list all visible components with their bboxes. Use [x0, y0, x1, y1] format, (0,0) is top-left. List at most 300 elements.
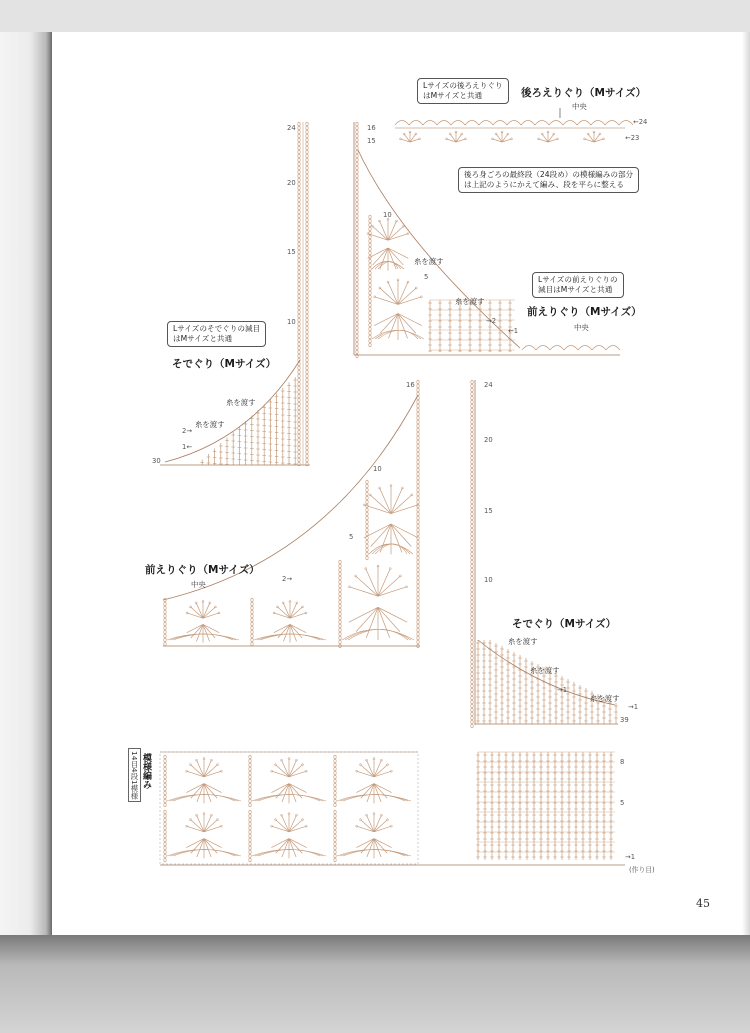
sleeve-top-band-left [298, 154, 300, 158]
sleeve-top-band-left [298, 338, 300, 342]
sleeve-top-band-left [298, 310, 300, 314]
row-number-10-b: 10 [383, 211, 392, 219]
sleeve-bottom-band [471, 428, 473, 432]
front-bottom-block-4 [370, 495, 391, 514]
sleeve-top-band-right [306, 194, 308, 198]
row-number-24-a: 24 [287, 124, 296, 132]
sleeve-bottom-band [471, 504, 473, 508]
front-bottom-band-left [417, 508, 419, 512]
sleeve-top-band-right [306, 218, 308, 222]
side-chain [339, 628, 341, 632]
sleeve-top-band-right [306, 174, 308, 178]
pattern-block [374, 826, 391, 832]
side-chain [369, 283, 371, 287]
back-neck-note [417, 78, 509, 104]
side-chain [164, 858, 166, 862]
side-chain [369, 331, 371, 335]
front-bottom-band-left [417, 404, 419, 408]
sleeve-top-band-right [306, 346, 308, 350]
sleeve-top-band-left [298, 286, 300, 290]
row-number-20-d: 20 [484, 436, 493, 444]
pattern-block [289, 771, 306, 777]
side-chain [334, 818, 336, 822]
pattern-subtitle: 14目4段1模様 [128, 748, 141, 802]
front-top-band-left [356, 170, 358, 174]
sleeve-top-band-left [298, 262, 300, 266]
sleeve-top-band-left [298, 150, 300, 154]
front-bottom-band-left [417, 596, 419, 600]
back-neck-loop-row [521, 121, 535, 126]
front-top-band-left [356, 330, 358, 334]
sleeve-top-band-left [298, 366, 300, 370]
front-bottom-block-2 [290, 624, 302, 638]
front-bottom-block-4 [380, 488, 391, 514]
sleeve-top-band-right [306, 454, 308, 458]
side-chain [251, 618, 253, 622]
sleeve-top-band-right [306, 298, 308, 302]
side-chain [164, 803, 166, 807]
sleeve-top-band-left [298, 446, 300, 450]
sleeve-top-band-right [306, 338, 308, 342]
sleeve-top-band-right [306, 246, 308, 250]
side-chain [334, 803, 336, 807]
sleeve-top-band-right [306, 198, 308, 202]
front-bottom-block-1 [191, 624, 203, 638]
side-chain [164, 626, 166, 630]
side-chain [164, 850, 166, 854]
side-chain [339, 600, 341, 604]
side-chain [334, 842, 336, 846]
front-bottom-block-4 [391, 505, 418, 514]
sleeve-bottom-band [471, 608, 473, 612]
front-bottom-band-left [417, 408, 419, 412]
sleeve-top-band-left [298, 450, 300, 454]
front-bottom-band-left [417, 640, 419, 644]
side-chain [369, 299, 371, 303]
front-top-band-left [356, 150, 358, 154]
side-chain [334, 810, 336, 814]
sleeve-top-band-left [298, 322, 300, 326]
front-bottom-band-left [417, 584, 419, 588]
front-bottom-band-left [417, 460, 419, 464]
sleeve-bottom-band [471, 412, 473, 416]
sleeve-top-band-left [298, 374, 300, 378]
front-top-band-left [356, 202, 358, 206]
sleeve-bottom-band [471, 544, 473, 548]
side-chain [251, 630, 253, 634]
side-chain [369, 271, 371, 275]
side-chain [164, 642, 166, 646]
pattern-block [282, 815, 289, 832]
side-chain [339, 568, 341, 572]
side-chain [334, 767, 336, 771]
sleeve-top-band-left [298, 274, 300, 278]
front-top-band-left [356, 270, 358, 274]
side-chain [339, 620, 341, 624]
sleeve-top-band-right [306, 402, 308, 406]
row-arrow-2-sleeve-bottom-num: 1 [562, 686, 568, 694]
sleeve-top-band-right [306, 422, 308, 426]
front-bottom-band-left [417, 432, 419, 436]
side-chain [369, 315, 371, 319]
side-chain [249, 834, 251, 838]
sleeve-bottom-band [471, 488, 473, 492]
back-neck-loop-row [591, 121, 605, 126]
front-bottom-block-1 [196, 603, 203, 618]
side-chain [164, 775, 166, 779]
front-bottom-band-left [417, 436, 419, 440]
sleeve-bottom-band [471, 424, 473, 428]
side-chain [369, 275, 371, 279]
front-top-loop-row [522, 346, 536, 351]
front-top-block-2 [398, 288, 416, 304]
back-neck-loop-row [605, 121, 619, 126]
pattern-block [204, 771, 221, 777]
side-chain [334, 771, 336, 775]
sleeve-bottom-band [471, 484, 473, 488]
side-chain [164, 814, 166, 818]
side-chain [251, 642, 253, 646]
sleeve-top-band-left [298, 214, 300, 218]
side-chain [334, 858, 336, 862]
sleeve-top-band-right [306, 362, 308, 366]
sleeve-bottom-band [471, 472, 473, 476]
pattern-block [374, 815, 381, 832]
side-chain [164, 810, 166, 814]
sleeve-bottom-band [471, 596, 473, 600]
row-number-10-c: 10 [373, 465, 382, 473]
front-bottom-band-left [417, 636, 419, 640]
front-neck-top-cut-yarn-1: 糸を渡す [414, 257, 444, 266]
side-chain [249, 854, 251, 858]
back-neck-row-24: ←24 [633, 118, 648, 126]
sleeve-bottom-band [471, 536, 473, 540]
pattern-block [374, 771, 391, 777]
side-chain [369, 327, 371, 331]
sleeve-bottom-band [471, 696, 473, 700]
side-chain [164, 763, 166, 767]
side-chain [366, 536, 368, 540]
front-bottom-block-3 [349, 587, 378, 596]
sleeve-bottom-band [471, 624, 473, 628]
front-top-band-left [356, 214, 358, 218]
sleeve-top-band-right [306, 390, 308, 394]
side-chain [334, 795, 336, 799]
side-chain [339, 564, 341, 568]
sleeve-bottom-band [471, 532, 473, 536]
sleeve-top-band-right [306, 226, 308, 230]
side-chain [339, 584, 341, 588]
side-chain [366, 484, 368, 488]
side-chain [251, 602, 253, 606]
front-top-band-left [356, 334, 358, 338]
side-chain [164, 842, 166, 846]
pattern-block [289, 826, 306, 832]
front-top-block-1 [388, 234, 408, 240]
sleeve-bottom-band [471, 448, 473, 452]
side-chain [366, 540, 368, 544]
sleeve-top-band-right [306, 274, 308, 278]
side-chain [369, 259, 371, 263]
front-top-band-left [356, 242, 358, 246]
side-chain [334, 799, 336, 803]
side-chain [251, 634, 253, 638]
side-chain [164, 795, 166, 799]
sleeve-top-band-right [306, 262, 308, 266]
side-chain [249, 779, 251, 783]
side-chain [369, 235, 371, 239]
front-bottom-band-left [417, 612, 419, 616]
back-neck-row-23-num: 23 [630, 134, 640, 142]
side-chain [366, 544, 368, 548]
back-neck-loop-row [535, 121, 549, 126]
sleeve-top-band-right [306, 326, 308, 330]
sleeve-bottom-band [471, 592, 473, 596]
sleeve-top-band-left [298, 142, 300, 146]
sleeve-top-band-right [306, 146, 308, 150]
back-neck-title: 後ろえりぐり（Mサイズ） [521, 87, 647, 99]
sleeve-top-band-left [298, 218, 300, 222]
sleeve-top-band-left [298, 354, 300, 358]
front-bottom-band-left [417, 624, 419, 628]
sleeve-bottom-cut-yarn-3: 糸を渡す [590, 694, 620, 703]
sleeve-bottom-band [471, 480, 473, 484]
front-bottom-band-left [417, 628, 419, 632]
side-chain [249, 775, 251, 779]
sleeve-top-band-left [298, 442, 300, 446]
sleeve-top-band-right [306, 318, 308, 322]
sleeve-bottom-band [471, 464, 473, 468]
sleeve-top-band-left [298, 134, 300, 138]
front-bottom-band-left [417, 588, 419, 592]
sleeve-top-band-left [298, 222, 300, 226]
side-chain [249, 759, 251, 763]
sleeve-top-band-right [306, 302, 308, 306]
front-top-band-left [356, 258, 358, 262]
side-chain [164, 822, 166, 826]
sleeve-top-band-left [298, 122, 300, 126]
front-bottom-band-left [417, 552, 419, 556]
sleeve-bottom-band [471, 648, 473, 652]
front-top-band-left [356, 262, 358, 266]
sleeve-top-band-right [306, 270, 308, 274]
sleeve-bottom-title: そでぐり（Mサイズ） [512, 618, 617, 630]
sleeve-top-band-left [298, 298, 300, 302]
sleeve-bottom-band [471, 508, 473, 512]
front-top-loop-row [536, 346, 550, 351]
front-top-band-left [356, 162, 358, 166]
side-chain [249, 803, 251, 807]
row-arrow-2-front-top: →2 [486, 317, 497, 325]
side-chain [251, 626, 253, 630]
sleeve-bottom-band [471, 400, 473, 404]
front-bottom-band-left [417, 500, 419, 504]
side-chain [366, 500, 368, 504]
sleeve-top-band-right [306, 350, 308, 354]
front-bottom-block-4 [391, 524, 402, 552]
side-chain [334, 791, 336, 795]
row-arrow-1-front-top: ←1 [508, 327, 519, 335]
back-neck-note-text: Lサイズの後ろえりぐり はMサイズと共通 [423, 81, 503, 100]
side-chain [164, 771, 166, 775]
sleeve-bottom-band [471, 460, 473, 464]
sleeve-top-band-left [298, 146, 300, 150]
back-neck-loop-row [563, 121, 577, 126]
side-chain [366, 516, 368, 520]
sleeve-bottom-cut-yarn-2: 糸を渡す [530, 666, 560, 675]
side-chain [339, 560, 341, 564]
sleeve-bottom-band [471, 540, 473, 544]
sleeve-top-band-left [298, 410, 300, 414]
front-bottom-block-2 [278, 624, 290, 638]
sleeve-bottom-band [471, 440, 473, 444]
front-top-loop-row [564, 346, 578, 351]
front-top-band-left [356, 310, 358, 314]
sleeve-top-band-left [298, 434, 300, 438]
front-bottom-band-left [417, 440, 419, 444]
front-top-band-left [356, 234, 358, 238]
side-chain [334, 787, 336, 791]
front-bottom-block-4 [391, 524, 411, 547]
front-bottom-band-left [417, 556, 419, 560]
sleeve-top-band-left [298, 458, 300, 462]
sleeve-top-band-left [298, 326, 300, 330]
side-chain [369, 243, 371, 247]
front-top-band-left [356, 198, 358, 202]
sleeve-top-title: そでぐり（Mサイズ） [172, 358, 277, 370]
row-number-5-c: 5 [349, 533, 354, 541]
front-bottom-block-3 [378, 607, 407, 622]
sleeve-top-band-left [298, 126, 300, 130]
pattern-block [204, 815, 211, 832]
sleeve-top-band-left [298, 270, 300, 274]
sleeve-top-band-right [306, 426, 308, 430]
sleeve-bottom-band [471, 632, 473, 636]
front-bottom-band-left [417, 380, 419, 384]
back-neck-loop-row [451, 121, 465, 126]
front-bottom-block-3 [356, 607, 378, 631]
front-top-band-left [356, 302, 358, 306]
sleeve-top-band-left [298, 242, 300, 246]
front-bottom-block-3 [349, 607, 378, 622]
front-top-block-2 [380, 288, 398, 304]
side-chain [249, 858, 251, 862]
pattern-row-8: 8 [620, 758, 625, 766]
side-chain [334, 783, 336, 787]
front-bottom-block-3 [378, 576, 400, 596]
front-bottom-band-left [417, 488, 419, 492]
front-top-band-left [356, 186, 358, 190]
front-bottom-band-left [417, 512, 419, 516]
sleeve-bottom-band [471, 712, 473, 716]
front-neck-bottom-center: 中央 [191, 580, 206, 589]
sleeve-top-band-right [306, 446, 308, 450]
sleeve-bottom-band [471, 496, 473, 500]
back-neck-loop-row [409, 121, 423, 126]
front-top-band-left [356, 338, 358, 342]
pattern-block [191, 839, 204, 854]
side-chain [164, 618, 166, 622]
sleeve-top-band-right [306, 170, 308, 174]
row-arrow-1-sleeve-bottom-num: 1 [633, 703, 639, 711]
pattern-block [367, 815, 374, 832]
front-bottom-band-left [417, 448, 419, 452]
front-bottom-band-left [417, 616, 419, 620]
front-top-band-left [356, 154, 358, 158]
front-bottom-band-left [417, 632, 419, 636]
sleeve-top-band-right [306, 222, 308, 226]
sleeve-top-band-right [306, 394, 308, 398]
back-neck-loop-row [395, 121, 409, 126]
sleeve-top-band-right [306, 130, 308, 134]
sleeve-top-note-text: Lサイズのそでぐりの減目 はMサイズと共通 [173, 324, 261, 343]
sleeve-top-band-left [298, 382, 300, 386]
front-top-band-left [356, 278, 358, 282]
sleeve-top-band-right [306, 430, 308, 434]
sleeve-bottom-band [471, 660, 473, 664]
sleeve-top-band-left [298, 350, 300, 354]
sleeve-top-band-right [306, 190, 308, 194]
front-bottom-band-left [417, 480, 419, 484]
sleeve-top-band-right [306, 178, 308, 182]
sleeve-top-band-left [298, 182, 300, 186]
pattern-block [190, 765, 204, 777]
side-chain [339, 588, 341, 592]
sleeve-top-band-right [306, 278, 308, 282]
front-bottom-band-left [417, 416, 419, 420]
front-top-band-left [356, 298, 358, 302]
side-chain [339, 580, 341, 584]
sleeve-top-note [167, 321, 266, 347]
pattern-block [282, 760, 289, 777]
sleeve-bottom-band [471, 408, 473, 412]
front-top-band-left [356, 218, 358, 222]
front-top-band-left [356, 282, 358, 286]
side-chain [249, 791, 251, 795]
sleeve-bottom-band [471, 676, 473, 680]
side-chain [164, 799, 166, 803]
front-top-band-left [356, 314, 358, 318]
front-bottom-band-left [417, 548, 419, 552]
row-arrow-2-sleeve-top-num: 2 [182, 427, 187, 435]
sleeve-bottom-band [471, 420, 473, 424]
side-chain [249, 838, 251, 842]
side-chain [249, 767, 251, 771]
side-chain [334, 834, 336, 838]
front-top-block-2 [398, 282, 408, 304]
side-chain [339, 604, 341, 608]
sleeve-top-band-left [298, 266, 300, 270]
side-chain [334, 850, 336, 854]
side-chain [369, 295, 371, 299]
front-bottom-band-left [417, 444, 419, 448]
side-chain [369, 223, 371, 227]
sleeve-top-band-right [306, 322, 308, 326]
front-bottom-band-left [417, 532, 419, 536]
sleeve-top-band-left [298, 278, 300, 282]
front-bottom-block-3 [378, 569, 390, 596]
sleeve-bottom-band [471, 604, 473, 608]
sleeve-top-band-left [298, 178, 300, 182]
front-bottom-band-left [417, 420, 419, 424]
front-bottom-block-2 [283, 603, 290, 618]
sleeve-bottom-band [471, 396, 473, 400]
side-chain [339, 612, 341, 616]
sleeve-bottom-band [471, 628, 473, 632]
front-top-band-left [356, 182, 358, 186]
front-bottom-band-left [417, 544, 419, 548]
sleeve-top-band-left [298, 282, 300, 286]
